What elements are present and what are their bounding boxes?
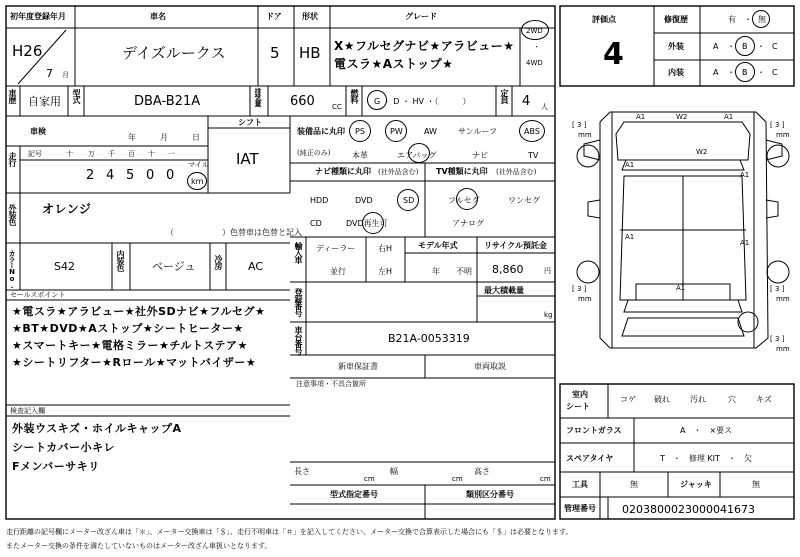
score-label: 評価点 [592, 15, 616, 24]
equipment-title: 装備品に丸印 [297, 127, 345, 136]
jack-value: 無 [752, 480, 760, 489]
grade-label: グレード [405, 12, 437, 21]
equip-airbag: エアバッグ [397, 151, 437, 160]
ac-label: 冷房 [214, 255, 223, 269]
usage-value: 自家用 [28, 95, 61, 108]
equip-airbag-circle [408, 143, 430, 163]
first-reg-label: 初年度登録年月 [10, 12, 66, 21]
reg-month-unit: 月 [62, 71, 69, 79]
mile-label: マイル [188, 161, 209, 169]
spare-opts: T ・ 修理 KIT ・ 欠 [660, 454, 752, 463]
import-parallel: 並行 [330, 267, 346, 276]
bracket-r: ] [781, 121, 785, 129]
diag-a1-rr: A1 [740, 239, 750, 247]
type-approval-label: 型式指定番号 [330, 490, 378, 499]
mileage-h-1: 十 [66, 150, 73, 158]
glass-opts: A ・ ×要ス [680, 426, 733, 435]
sales-line-1: ★電スラ★アラビュー★社外SDナビ★フルセグ★ [12, 305, 266, 318]
fuel-label: 燃料 [350, 89, 359, 103]
equip-pw: PW [390, 127, 403, 136]
equip-abs: ABS [524, 127, 540, 136]
seat-opt-burn: コゲ [620, 395, 636, 404]
usage-label: 車歴 [8, 89, 17, 103]
reg-month: 7 [46, 67, 53, 80]
repair-no: 無 [758, 15, 766, 24]
displacement-value: 660 [290, 94, 315, 109]
interior-dot2: ・ [757, 68, 765, 77]
sales-line-3: ★スマートキー★電格ミラー★チルトステア★ [12, 339, 248, 352]
shaken-year-unit: 年 [128, 133, 136, 142]
import-left-h: 左H [378, 267, 393, 276]
exterior-b: B [742, 42, 748, 51]
repair-yes: 有 [728, 15, 736, 24]
chassis-label: 車台番号 [294, 326, 303, 354]
interior-a: A [713, 68, 719, 77]
reg-year: H26 [12, 42, 43, 60]
score-value: 4 [603, 37, 624, 72]
width-label: 幅 [390, 467, 398, 476]
tv-title: TV種類に丸印 [436, 167, 488, 176]
bracket-l: [ [572, 121, 575, 129]
diag-mm-tl: mm [578, 131, 592, 139]
navi-dvd-play: DVD再生可 [346, 219, 388, 228]
diag-w2-front: W2 [676, 113, 688, 121]
kg-unit: kg [544, 311, 553, 319]
recycle-label: リサイクル預託金 [484, 241, 547, 250]
diag-a1-front-r: A1 [724, 113, 734, 121]
max-load-label: 最大積載量 [484, 286, 524, 295]
footer-line-1: 走行距離の記号欄にメーター改ざん車は「＊」、メーター交換車は「＄」、走行不明車は「＃」を記入してください。メーター交換で合算表示した場合にも「＄」は必要となります。 [6, 528, 573, 536]
num-3: 3 [774, 121, 780, 129]
footer-line-2: またメーター交換の条件を満たしていないものはメーター改ざん車扱いとなります。 [6, 542, 272, 550]
inspector-line-1: 外装ウスキズ・ホイルキャップA [12, 422, 182, 435]
mileage-h-5: 十 [148, 150, 155, 158]
capacity-label: 定員 [500, 89, 509, 103]
mileage-digit-1: 2 [86, 168, 95, 183]
model-value: DBA-B21A [134, 94, 201, 109]
model-year-unit: 年 [432, 267, 440, 276]
bracket-l: [ [770, 335, 773, 343]
color-label: 外装色 [8, 204, 17, 225]
yen-unit: 円 [544, 267, 551, 275]
mileage-h-4: 百 [128, 150, 135, 158]
exterior-label: 外装 [668, 42, 684, 51]
shaken-label: 車検 [30, 127, 46, 136]
front-right-wheel [767, 145, 789, 167]
tv-note: (社外品含む) [496, 168, 537, 176]
navi-note: (社外品含む) [378, 168, 419, 176]
displacement-label: 排気量 [254, 88, 262, 106]
ac-value: AC [248, 260, 264, 273]
import-right-h: 右H [378, 244, 393, 253]
seat-opt-dirt: 汚れ [690, 395, 706, 404]
model-year-label: モデル年式 [418, 241, 458, 250]
bracket-r: ] [781, 285, 785, 293]
mileage-h-0: 記号 [28, 150, 42, 158]
equip-ps-circle [349, 120, 371, 142]
seat-opt-scratch: キズ [756, 395, 772, 404]
inspector-line-2: シートカバー小キレ [12, 441, 116, 454]
tv-analog: アナログ [452, 219, 484, 228]
diag-mm-bl: mm [578, 295, 592, 303]
bracket-r: ] [583, 285, 587, 293]
navi-sd-circle [397, 189, 419, 211]
num-3: 3 [774, 335, 780, 343]
grade-line1: X★フルセグナビ★アラビュー★ [334, 39, 515, 53]
equip-sunroof: サンルーフ [458, 127, 497, 136]
grade-line2: 電スラ★Aストップ★ [334, 57, 454, 71]
mileage-digit-3: 5 [126, 168, 135, 183]
doors: 5 [270, 44, 280, 62]
diag-br-tl [572, 122, 586, 129]
interior-color-label: 内装色 [116, 250, 125, 271]
import-label: 輸入車 [294, 242, 303, 263]
car-name-label: 車名 [150, 12, 166, 21]
spare-label: スペアタイヤ [566, 454, 614, 463]
tv-fullseg: フルセグ [448, 196, 480, 205]
equip-tv: TV [528, 151, 539, 160]
front-left-wheel [577, 145, 599, 167]
sales-line-4: ★シートリフター★Rロール★マットバイザー★ [12, 356, 257, 369]
rear-left-wheel [577, 261, 599, 283]
equip-abs-circle [519, 120, 545, 142]
interior-b: B [742, 68, 748, 77]
interior-dot1: ・ [727, 68, 735, 77]
diag-a1-front-l: A1 [636, 113, 646, 121]
seat-label-1: 室内 [572, 390, 588, 399]
exterior-dot2: ・ [757, 42, 765, 51]
shape: HB [299, 44, 321, 62]
recycle-value: 8,860 [492, 263, 524, 276]
exterior-dot1: ・ [727, 42, 735, 51]
num-3: 3 [576, 285, 582, 293]
length-cm: cm [364, 475, 375, 483]
navi-cd: CD [310, 219, 322, 228]
equip-leather: 本革 [352, 151, 368, 160]
diag-br-tr [770, 122, 784, 129]
repair-label: 修復歴 [664, 15, 688, 24]
mileage-h-6: 一 [168, 150, 175, 158]
seat-opt-tear: 破れ [654, 395, 670, 404]
color-code-value: S42 [54, 260, 75, 273]
rear-right-wheel [767, 261, 789, 283]
bracket-l: [ [770, 285, 773, 293]
navi-dvd-play-circle [362, 212, 384, 234]
tool-value: 無 [630, 480, 638, 489]
diag-a1-fr: A1 [740, 171, 750, 179]
mileage-digit-4: 0 [146, 168, 155, 183]
bracket-l: [ [572, 285, 575, 293]
fuel-options: G ・ D ・ HV ・（ ） [374, 97, 471, 106]
drive-2wd-circle [521, 20, 549, 40]
equip-aw: AW [424, 127, 437, 136]
num-3: 3 [576, 121, 582, 129]
equip-pw-circle [385, 120, 407, 142]
diag-a1-fl: A1 [625, 161, 635, 169]
notes-label: 注意事項・不具合箇所 [296, 380, 366, 388]
color-code-label: カラーNo. [8, 250, 16, 289]
diag-a1-rl: A1 [625, 233, 635, 241]
cc-unit: CC [332, 103, 342, 111]
exterior-a: A [713, 42, 719, 51]
tv-fullseg-circle [456, 188, 478, 210]
navi-hdd: HDD [310, 196, 329, 205]
spare-wheel [738, 312, 758, 332]
interior-c: C [772, 68, 778, 77]
color-note: （ ）色替車は色替と記入 [166, 228, 302, 237]
mileage-label: 走行 [8, 152, 17, 166]
num-3: 3 [774, 285, 780, 293]
diag-mm-tr: mm [776, 131, 790, 139]
drive-2wd: 2WD [526, 27, 543, 35]
new-warranty: 新車保証書 [338, 362, 378, 371]
mileage-h-2: 万 [88, 150, 95, 158]
navi-title: ナビ種類に丸印 [315, 167, 371, 176]
category-label: 類別区分番号 [466, 490, 514, 499]
capacity-value: 4 [522, 94, 531, 109]
inspector-label: 検査記入欄 [10, 407, 45, 415]
height-label: 高さ [474, 467, 490, 476]
diag-br-bl [572, 286, 586, 293]
interior-b-circle [735, 62, 755, 82]
bracket-l: [ [770, 121, 773, 129]
equipment-subtitle: (純正のみ) [297, 149, 331, 157]
navi-sd: SD [403, 196, 415, 205]
mgmt-label: 管理番号 [564, 504, 596, 513]
mileage-digit-5: 0 [166, 168, 175, 183]
inspector-line-3: Fメンバーサキリ [12, 460, 100, 473]
diag-mm-sp: mm [776, 345, 790, 353]
equip-navi: ナビ [472, 151, 488, 160]
reg-number-label: 登録番号 [294, 288, 303, 316]
tool-label: 工具 [572, 480, 588, 489]
fuel-g-circle [367, 90, 387, 110]
repair-no-circle [752, 10, 770, 28]
diag-a1-rear: A1 [676, 284, 686, 292]
shaken-month-unit: 月 [160, 133, 168, 142]
interior-color-value: ベージュ [152, 260, 196, 273]
chassis-value: B21A-0053319 [388, 332, 470, 345]
seat-label-2: シート [566, 402, 590, 411]
navi-dvd: DVD [355, 196, 373, 205]
equip-ps: PS [355, 127, 365, 136]
km-circle [187, 172, 207, 190]
exterior-c: C [772, 42, 778, 51]
mgmt-value: 0203800023000041673 [622, 503, 755, 516]
sales-line-2: ★BT★DVD★Aストップ★シートヒーター★ [12, 322, 244, 335]
person-unit: 人 [541, 103, 548, 111]
repair-sep: ・ [744, 15, 752, 24]
bracket-r: ] [781, 335, 785, 343]
interior-label: 内装 [668, 68, 684, 77]
shape-label: 形状 [302, 12, 318, 21]
shaken-day-unit: 日 [192, 133, 200, 142]
drive-sep: ・ [533, 43, 540, 51]
car-name: デイズルークス [122, 44, 226, 62]
width-cm: cm [452, 475, 463, 483]
drive-4wd: 4WD [526, 59, 543, 67]
km-label: km [191, 177, 204, 186]
shift-label: シフト [238, 118, 262, 127]
sales-label: セールスポイント [10, 291, 66, 299]
diag-br-sp [770, 336, 784, 343]
exterior-b-circle [735, 36, 755, 56]
shift-value: IAT [236, 150, 259, 168]
color-value: オレンジ [42, 202, 92, 216]
length-label: 長さ [294, 467, 310, 476]
glass-label: フロントガラス [566, 426, 622, 435]
door-label: ドア [266, 12, 282, 21]
height-cm: cm [540, 475, 551, 483]
model-label: 型式 [72, 89, 81, 103]
mileage-h-3: 千 [108, 150, 115, 158]
bracket-r: ] [583, 121, 587, 129]
seat-opt-hole: 穴 [728, 395, 736, 404]
diag-mm-br: mm [776, 295, 790, 303]
tv-oneseg: ワンセグ [508, 196, 540, 205]
jack-label: ジャッキ [680, 480, 712, 489]
manual: 車両取説 [474, 362, 506, 371]
diag-br-br [770, 286, 784, 293]
model-year-unknown: 不明 [456, 267, 472, 276]
diag-w2-window: W2 [696, 148, 708, 156]
mileage-digit-2: 4 [106, 168, 115, 183]
import-dealer: ディーラー [316, 244, 356, 253]
